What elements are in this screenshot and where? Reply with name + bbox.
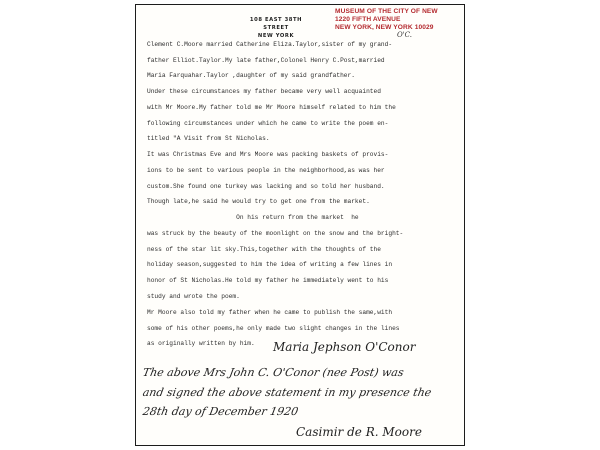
typed-line: holiday season,suggested to him the idea of writing a few lines in [147, 261, 393, 268]
stamp-line-2: 1220 FIFTH AVENUE [335, 15, 401, 23]
typed-line: titled "A Visit from St Nicholas. [147, 135, 270, 142]
typed-line: Clement C.Moore married Catherine Eliza.Taylor,sister of my grand- [147, 41, 393, 48]
letterhead [241, 16, 311, 40]
typed-line: On his return from the market he [147, 214, 359, 221]
handwritten-annotation: O'C. [397, 31, 412, 39]
typed-line: Maria Farquahar.Taylor ,daughter of my said grandfather. [147, 72, 355, 79]
typed-line: Under these circumstances my father became very well acquainted [147, 88, 381, 95]
museum-stamp [335, 8, 459, 31]
typed-line: some of his other poems,he only made two slight changes in the lines [147, 325, 400, 332]
typed-line: following circumstances under which he came to write the poem en- [147, 120, 389, 127]
typed-line: father Elliot.Taylor.My late father,Colonel Henry C.Post,married [147, 57, 385, 64]
stamp-line-1: MUSEUM OF THE CITY OF NEW [335, 8, 438, 15]
letterhead-address: 108 EAST 38TH STREET [249, 17, 303, 31]
typed-line: as originally written by him. [147, 340, 255, 347]
handwritten-line-2: and signed the above statement in my presence the [141, 386, 433, 399]
typed-line: ness of the star lit sky.This,together with the thoughts of the [147, 246, 381, 253]
typed-line: Though late,he said he would try to get one from the market. [147, 198, 370, 205]
handwritten-line-1: The above Mrs John C. O'Conor (nee Post) was [141, 366, 405, 379]
letter-page [135, 4, 465, 446]
typed-line: ions to be sent to various people in the neighborhood,as was her [147, 167, 385, 174]
handwritten-line-3: 28th day of December 1920 [141, 405, 300, 418]
typed-line: Mr Moore also told my father when he came to publish the same,with [147, 309, 393, 316]
typed-line: It was Christmas Eve and Mrs Moore was packing baskets of provis- [147, 151, 389, 158]
typed-line: was struck by the beauty of the moonlight on the snow and the bright- [147, 230, 404, 237]
signature-maria: Maria Jephson O'Conor [273, 340, 416, 354]
letterhead-city: NEW YORK [257, 33, 295, 39]
typed-line: with Mr Moore.My father told me Mr Moore himself related to him the [147, 104, 396, 111]
signature-witness: Casimir de R. Moore [296, 425, 422, 439]
stamp-line-3: NEW YORK, NEW YORK 10029 [335, 23, 434, 31]
typed-line: honor of St Nicholas.He told my father he immediately went to his [147, 277, 389, 284]
typed-line: study and wrote the poem. [147, 293, 240, 300]
typed-line: custom.She found one turkey was lacking and so told her husband. [147, 183, 385, 190]
